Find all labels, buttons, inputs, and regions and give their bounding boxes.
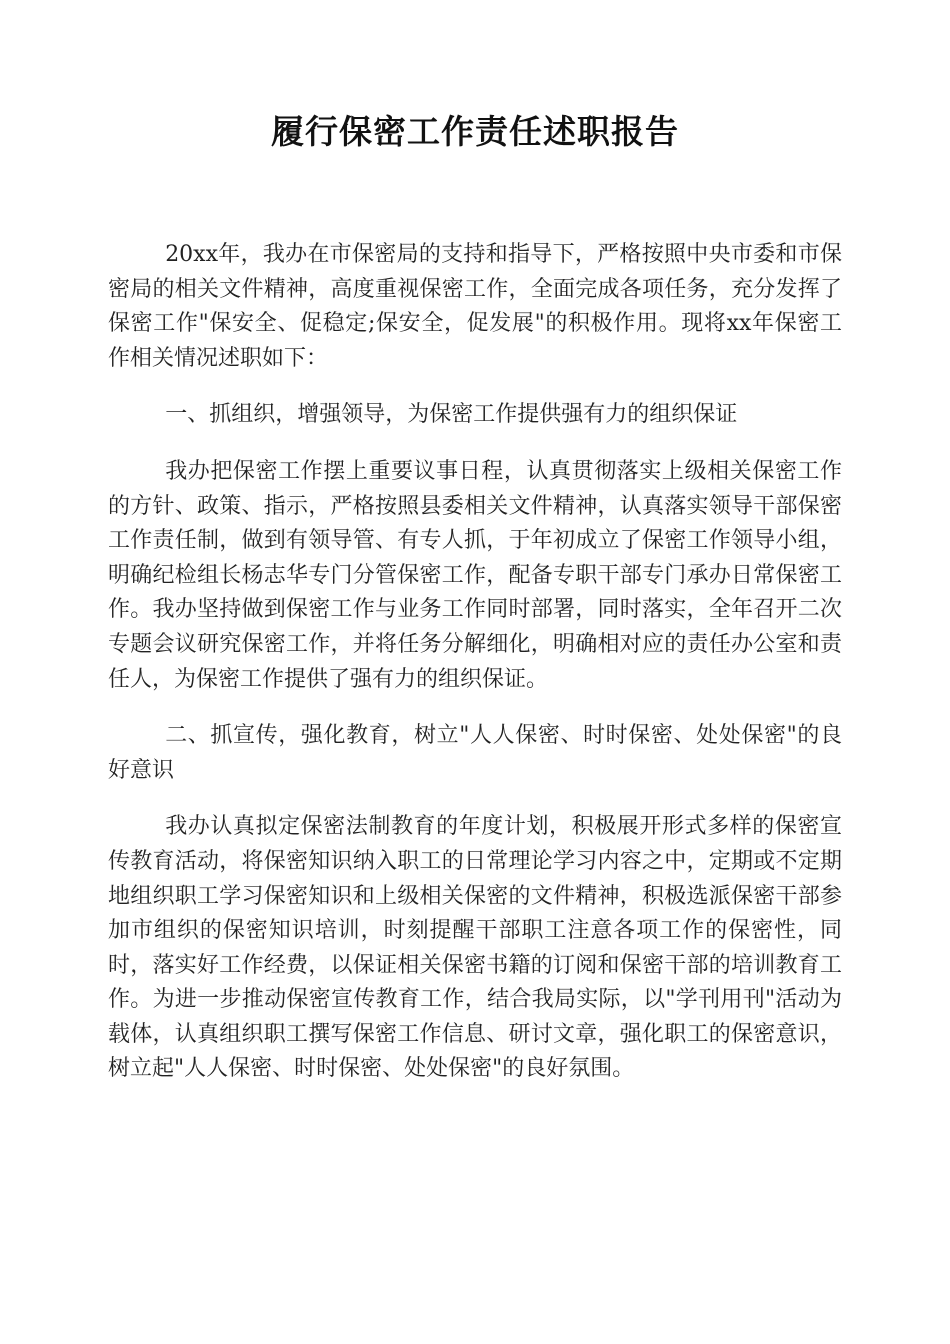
paragraph-section-2: 我办认真拟定保密法制教育的年度计划，积极展开形式多样的保密宣传教育活动，将保密知识纳入职工的日常理论学习内容之中，定期或不定期地组织职工学习保密知识和上级相关保密的文件精神，积极选派保密干部参加市组织的保密知识培训，时刻提醒干部职工注意各项工作的保密性，同时，落实好工作经费，以保证相关保密书籍的订阅和保密干部的培训教育工作。为进一步推动保密宣传教育工作，结合我局实际，以"学刊用刊"活动为载体，认真组织职工撰写保密工作信息、研讨文章，强化职工的保密意识，树立起"人人保密、时时保密、处处保密"的良好氛围。 bbox=[108, 814, 842, 1082]
section-heading-1: 一、抓组织，增强领导，为保密工作提供强有力的组织保证 bbox=[165, 402, 738, 428]
section-heading-2: 二、抓宣传，强化教育，树立"人人保密、时时保密、处处保密"的良好意识 bbox=[108, 723, 842, 783]
paragraph-section-1: 我办把保密工作摆上重要议事日程，认真贯彻落实上级相关保密工作的方针、政策、指示，严格按照县委相关文件精神，认真落实领导干部保密工作责任制，做到有领导管、有专人抓，于年初成立了保密工作领导小组，明确纪检组长杨志华专门分管保密工作，配备专职干部专门承办日常保密工作。我办坚持做到保密工作与业务工作同时部署，同时落实，全年召开二次专题会议研究保密工作，并将任务分解细化，明确相对应的责任办公室和责任人，为保密工作提供了强有力的组织保证。 bbox=[108, 458, 842, 692]
document-title: 履行保密工作责任述职报告 bbox=[271, 112, 679, 151]
document-body bbox=[108, 238, 842, 1087]
paragraph-intro: 20xx年，我办在市保密局的支持和指导下，严格按照中央市委和市保密局的相关文件精神，高度重视保密工作，全面完成各项任务，充分发挥了保密工作"保安全、促稳定;保安全，促发展"的积极作用。现将xx年保密工作相关情况述职如下： bbox=[108, 242, 842, 371]
